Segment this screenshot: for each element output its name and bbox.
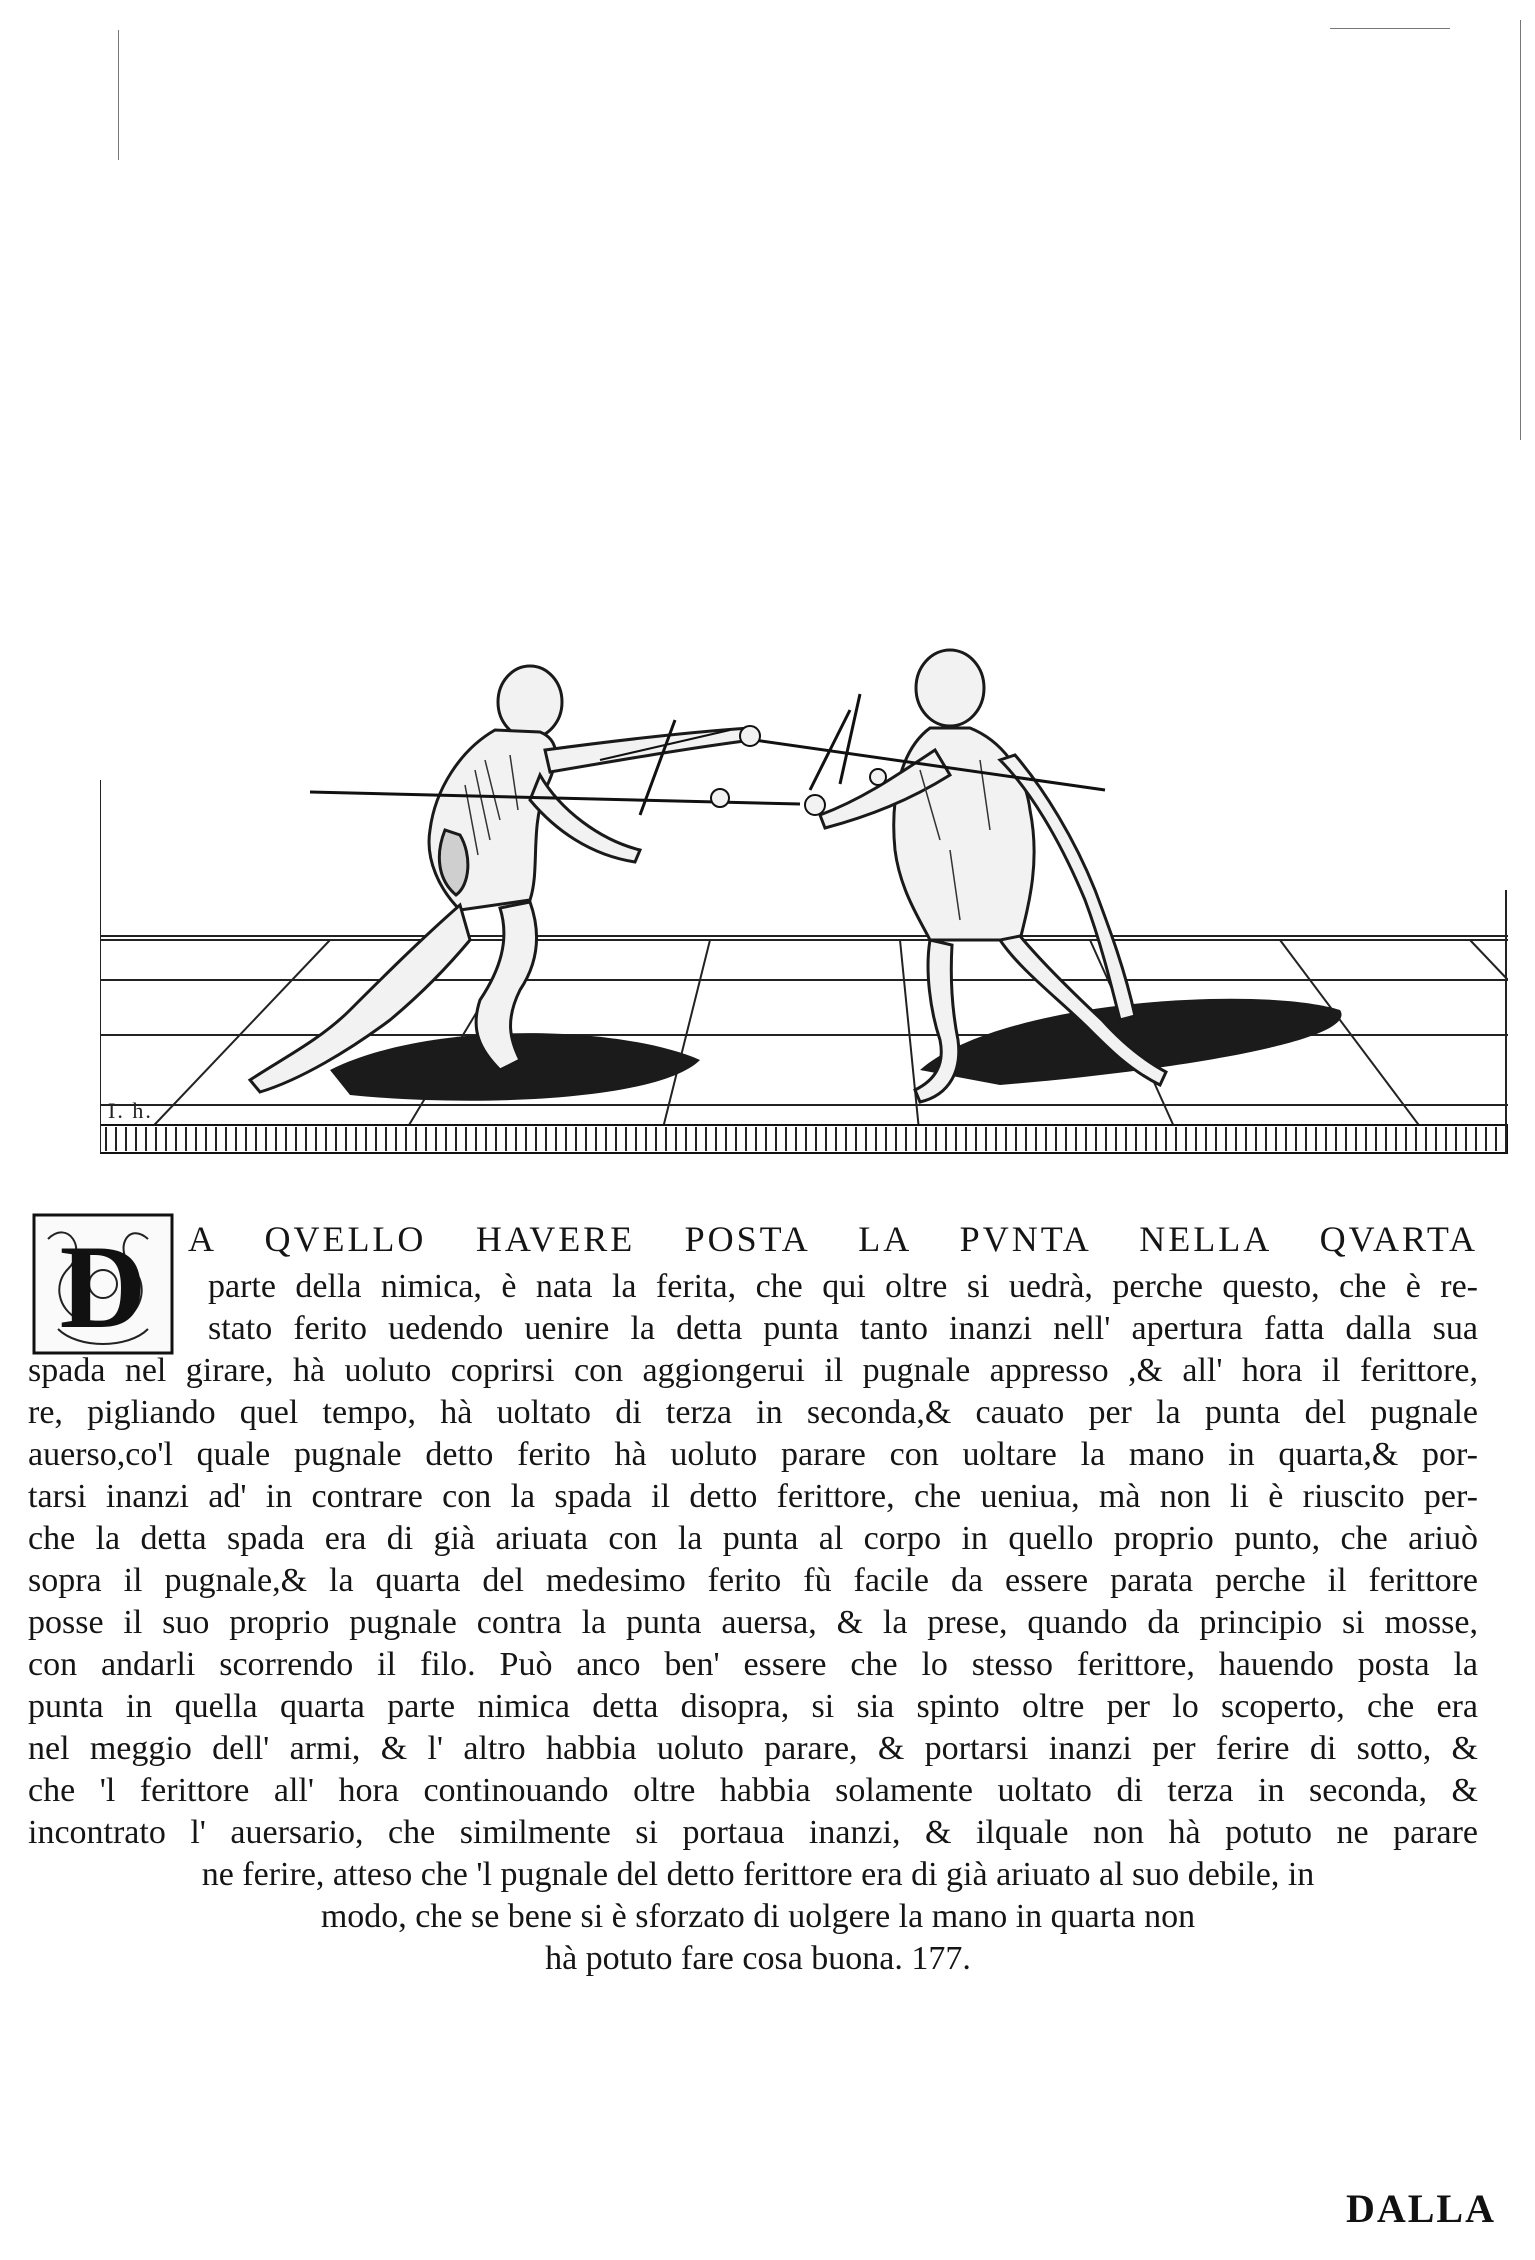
text-line-12: nel meggio dell' armi, & l' altro habbia uoluto parare, & portarsi inanzi per ferire di sotto, & — [28, 1730, 1478, 1767]
scan-artifact-top — [1330, 28, 1450, 29]
initial-letter: D — [59, 1220, 147, 1353]
engraving-plate — [100, 640, 1508, 1160]
text-line-15: ne ferire, atteso che 'l pugnale del detto ferittore era di già ariuato al suo debile, in — [201, 1856, 1315, 1893]
decorated-initial — [28, 1209, 178, 1359]
text-line-4: re, pigliando quel tempo, hà uoltato di terza in seconda,& cauato per la punta del pugnale — [28, 1394, 1478, 1431]
text-line-8: sopra il pugnale,& la quarta del medesimo ferito fù facile da essere parata perche il ferittore — [28, 1562, 1478, 1599]
text-line-2: stato ferito uedendo uenire la detta punta tanto inanzi nell' apertura fatta dalla sua — [208, 1310, 1478, 1347]
text-line-16: modo, che se bene si è sforzato di uolgere la mano in quarta non — [320, 1898, 1196, 1935]
text-line-1: parte della nimica, è nata la ferita, che qui oltre si uedrà, perche questo, che è re- — [208, 1268, 1478, 1305]
fencers-engraving — [100, 640, 1508, 1160]
text-line-13: che 'l ferittore all' hora continouando oltre habbia solamente uoltato di terza in seconda, & — [28, 1772, 1478, 1809]
shadow-left — [330, 1033, 700, 1101]
scan-artifact-right — [1520, 20, 1521, 440]
text-line-14: incontrato l' auersario, che similmente si portaua inanzi, & ilquale non hà potuto ne parare — [28, 1814, 1478, 1851]
body-text — [28, 1205, 1488, 2085]
scan-artifact-left — [118, 30, 119, 160]
text-line-3: spada nel girare, hà uoluto coprirsi con aggiongerui il pugnale appresso ,& all' hora il ferittore, — [28, 1352, 1478, 1389]
first-line: A QVELLO HAVERE POSTA LA PVNTA NELLA QVARTA — [188, 1219, 1478, 1259]
initial-ornament — [28, 1209, 178, 1359]
catchword: DALLA — [1345, 2186, 1496, 2231]
text-line-5: auerso,co'l quale pugnale detto ferito hà uoluto parare con uoltare la mano in quarta,& por- — [28, 1436, 1478, 1473]
text-line-9: posse il suo proprio pugnale contra la punta auersa, & la prese, quando da principio si mosse, — [28, 1604, 1478, 1641]
left-fencer — [250, 666, 752, 1092]
text-line-17: hà potuto fare cosa buona. 177. — [545, 1940, 971, 1977]
text-line-6: tarsi inanzi ad' in contrare con la spada il detto ferittore, che ueniua, mà non li è riuscito per- — [28, 1478, 1478, 1515]
plate-mark: I. h. — [108, 1098, 153, 1123]
text-line-11: punta in quella quarta parte nimica detta disopra, si sia spinto oltre per lo scoperto, che era — [28, 1688, 1478, 1725]
text-line-10: con andarli scorrendo il filo. Può anco ben' essere che lo stesso ferittore, hauendo posta la — [28, 1646, 1478, 1683]
text-line-7: che la detta spada era di già ariuata con la punta al corpo in quello proprio punto, che ariuò — [28, 1520, 1478, 1557]
